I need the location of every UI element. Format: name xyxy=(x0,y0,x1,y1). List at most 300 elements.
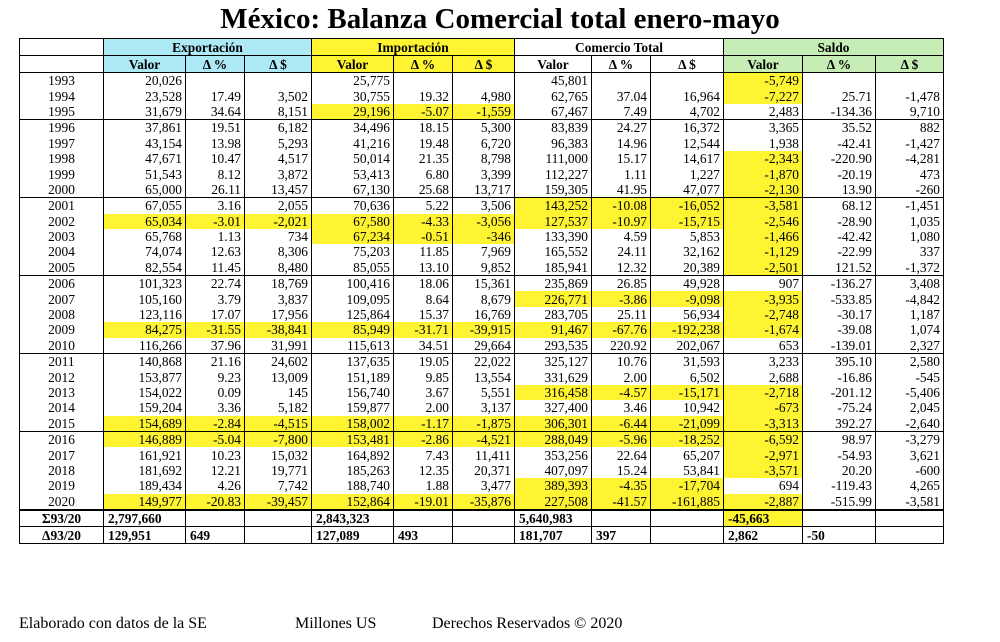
cell-import-value: 41,216 xyxy=(312,136,394,151)
cell-export-delta: 17,956 xyxy=(245,307,312,322)
year-cell: 2006 xyxy=(20,276,104,292)
cell-import-delta: 5,551 xyxy=(453,385,515,400)
cell-export-pct: 3.36 xyxy=(186,400,245,415)
cell-total-pct: 15.24 xyxy=(592,463,651,478)
summary-import-value: 2,843,323 xyxy=(312,510,394,527)
summary-export-value: 2,797,660 xyxy=(104,510,186,527)
cell-import-value: 67,234 xyxy=(312,229,394,244)
column-header-balance-pct: Δ % xyxy=(803,56,876,73)
cell-balance-value: -1,674 xyxy=(724,322,803,337)
cell-export-value: 189,434 xyxy=(104,478,186,493)
cell-balance-pct: -22.99 xyxy=(803,244,876,259)
cell-import-value: 158,002 xyxy=(312,416,394,432)
table-row xyxy=(20,385,944,400)
cell-export-value: 154,689 xyxy=(104,416,186,432)
cell-total-pct: -41.57 xyxy=(592,494,651,510)
cell-export-value: 23,528 xyxy=(104,88,186,103)
cell-total-delta: -192,238 xyxy=(651,322,724,337)
cell-import-delta: -4,521 xyxy=(453,431,515,447)
cell-balance-value: -2,546 xyxy=(724,214,803,229)
cell-balance-value: 2,688 xyxy=(724,369,803,384)
cell-balance-value: -2,971 xyxy=(724,447,803,462)
cell-export-delta: 145 xyxy=(245,385,312,400)
cell-total-value: 389,393 xyxy=(515,478,592,493)
cell-balance-delta: 1,187 xyxy=(876,307,944,322)
cell-export-value: 123,116 xyxy=(104,307,186,322)
cell-balance-delta: 4,265 xyxy=(876,478,944,493)
table-row xyxy=(20,151,944,166)
year-cell: 1997 xyxy=(20,136,104,151)
cell-balance-pct: -75.24 xyxy=(803,400,876,415)
cell-balance-value: -2,887 xyxy=(724,494,803,510)
cell-balance-value: -3,571 xyxy=(724,463,803,478)
group-header-import: Importación xyxy=(312,39,515,56)
cell-total-value: 353,256 xyxy=(515,447,592,462)
summary-label: Δ93/20 xyxy=(20,527,104,543)
cell-balance-pct: -119.43 xyxy=(803,478,876,493)
year-cell: 2018 xyxy=(20,463,104,478)
trade-balance-table xyxy=(19,38,944,544)
cell-total-pct: 3.46 xyxy=(592,400,651,415)
summary-export-delta xyxy=(245,527,312,543)
cell-balance-pct: -28.90 xyxy=(803,214,876,229)
cell-balance-delta: -5,406 xyxy=(876,385,944,400)
group-header-balance: Saldo xyxy=(724,39,944,56)
cell-import-pct: -2.86 xyxy=(394,431,453,447)
cell-balance-delta: 882 xyxy=(876,120,944,136)
cell-balance-value: -7,227 xyxy=(724,88,803,103)
cell-export-value: 31,679 xyxy=(104,104,186,120)
cell-export-delta: 18,769 xyxy=(245,276,312,292)
cell-total-value: 288,049 xyxy=(515,431,592,447)
cell-total-delta: -18,252 xyxy=(651,431,724,447)
cell-balance-pct: -134.36 xyxy=(803,104,876,120)
year-cell: 1996 xyxy=(20,120,104,136)
cell-export-pct: -2.84 xyxy=(186,416,245,432)
cell-export-value: 20,026 xyxy=(104,73,186,89)
cell-import-delta: -1,875 xyxy=(453,416,515,432)
cell-balance-delta: -3,279 xyxy=(876,431,944,447)
cell-balance-pct: -139.01 xyxy=(803,338,876,354)
year-cell: 1999 xyxy=(20,166,104,181)
cell-balance-value: -2,130 xyxy=(724,182,803,198)
cell-import-pct: 11.85 xyxy=(394,244,453,259)
cell-import-pct: -19.01 xyxy=(394,494,453,510)
summary-export-delta xyxy=(245,510,312,527)
cell-total-value: 83,839 xyxy=(515,120,592,136)
cell-balance-value: -2,748 xyxy=(724,307,803,322)
table-row xyxy=(20,307,944,322)
cell-import-value: 164,892 xyxy=(312,447,394,462)
cell-import-value: 75,203 xyxy=(312,244,394,259)
column-header-total-delta: Δ $ xyxy=(651,56,724,73)
cell-total-pct: 1.11 xyxy=(592,166,651,181)
cell-export-value: 37,861 xyxy=(104,120,186,136)
cell-balance-pct: 68.12 xyxy=(803,198,876,214)
cell-import-value: 85,949 xyxy=(312,322,394,337)
year-cell: 2005 xyxy=(20,260,104,276)
summary-balance-pct xyxy=(803,510,876,527)
group-header-row xyxy=(20,39,944,56)
cell-import-value: 85,055 xyxy=(312,260,394,276)
cell-balance-delta: -3,581 xyxy=(876,494,944,510)
cell-balance-delta: 3,621 xyxy=(876,447,944,462)
summary-import-value: 127,089 xyxy=(312,527,394,543)
cell-total-value: 293,535 xyxy=(515,338,592,354)
summary-total-pct xyxy=(592,510,651,527)
cell-total-value: 226,771 xyxy=(515,291,592,306)
cell-total-delta: -161,885 xyxy=(651,494,724,510)
cell-import-value: 50,014 xyxy=(312,151,394,166)
cell-total-pct: -10.08 xyxy=(592,198,651,214)
cell-total-delta: 6,502 xyxy=(651,369,724,384)
cell-import-pct: 8.64 xyxy=(394,291,453,306)
cell-balance-value: 3,365 xyxy=(724,120,803,136)
cell-import-pct: 7.43 xyxy=(394,447,453,462)
cell-balance-delta: 2,045 xyxy=(876,400,944,415)
cell-export-pct: 34.64 xyxy=(186,104,245,120)
cell-total-value: 111,000 xyxy=(515,151,592,166)
cell-total-pct: -4.57 xyxy=(592,385,651,400)
cell-import-value: 188,740 xyxy=(312,478,394,493)
cell-import-delta: 3,477 xyxy=(453,478,515,493)
summary-import-delta xyxy=(453,510,515,527)
table-row xyxy=(20,166,944,181)
cell-total-value: 235,869 xyxy=(515,276,592,292)
summary-export-pct: 649 xyxy=(186,527,245,543)
cell-export-delta: 15,032 xyxy=(245,447,312,462)
cell-total-pct: 15.17 xyxy=(592,151,651,166)
cell-export-pct: 11.45 xyxy=(186,260,245,276)
table-row xyxy=(20,338,944,354)
source-note: Elaborado con datos de la SE xyxy=(19,615,207,632)
table-row xyxy=(20,276,944,292)
column-header-row xyxy=(20,56,944,73)
cell-total-value: 67,467 xyxy=(515,104,592,120)
rights-note: Derechos Reservados © 2020 xyxy=(432,615,623,632)
cell-export-delta: -38,841 xyxy=(245,322,312,337)
cell-export-delta: 24,602 xyxy=(245,354,312,370)
cell-import-delta: 13,717 xyxy=(453,182,515,198)
table-row xyxy=(20,463,944,478)
table-row xyxy=(20,416,944,432)
cell-total-value: 112,227 xyxy=(515,166,592,181)
cell-total-value: 407,097 xyxy=(515,463,592,478)
cell-balance-pct: 121.52 xyxy=(803,260,876,276)
cell-total-pct: 25.11 xyxy=(592,307,651,322)
cell-export-delta: 13,457 xyxy=(245,182,312,198)
cell-import-delta: 3,137 xyxy=(453,400,515,415)
summary-balance-value: -45,663 xyxy=(724,510,803,527)
cell-balance-delta: -600 xyxy=(876,463,944,478)
summary-balance-delta xyxy=(876,510,944,527)
page-title: México: Balanza Comercial total enero-mayo xyxy=(220,3,780,35)
cell-balance-delta: 9,710 xyxy=(876,104,944,120)
cell-import-pct: 9.85 xyxy=(394,369,453,384)
cell-total-delta: 32,162 xyxy=(651,244,724,259)
table-row xyxy=(20,120,944,136)
cell-export-delta: 5,293 xyxy=(245,136,312,151)
cell-total-pct: 2.00 xyxy=(592,369,651,384)
cell-import-value: 151,189 xyxy=(312,369,394,384)
cell-export-pct: 9.23 xyxy=(186,369,245,384)
cell-import-value: 156,740 xyxy=(312,385,394,400)
cell-balance-pct: 35.52 xyxy=(803,120,876,136)
cell-balance-value: -6,592 xyxy=(724,431,803,447)
cell-export-pct: -31.55 xyxy=(186,322,245,337)
cell-balance-value: -3,313 xyxy=(724,416,803,432)
cell-import-value: 137,635 xyxy=(312,354,394,370)
table-row xyxy=(20,73,944,89)
cell-balance-value: -2,718 xyxy=(724,385,803,400)
cell-balance-delta: -1,451 xyxy=(876,198,944,214)
cell-total-value: 331,629 xyxy=(515,369,592,384)
cell-balance-delta: 1,080 xyxy=(876,229,944,244)
cell-export-value: 146,889 xyxy=(104,431,186,447)
cell-balance-value: 2,483 xyxy=(724,104,803,120)
table-row xyxy=(20,369,944,384)
cell-total-pct: 26.85 xyxy=(592,276,651,292)
cell-import-pct: -5.07 xyxy=(394,104,453,120)
cell-export-value: 47,671 xyxy=(104,151,186,166)
cell-total-value: 325,127 xyxy=(515,354,592,370)
cell-import-delta: 9,852 xyxy=(453,260,515,276)
cell-export-pct: 12.63 xyxy=(186,244,245,259)
cell-total-pct: 41.95 xyxy=(592,182,651,198)
cell-import-pct: 6.80 xyxy=(394,166,453,181)
year-cell: 2008 xyxy=(20,307,104,322)
cell-import-delta: -3,056 xyxy=(453,214,515,229)
cell-export-delta: 3,502 xyxy=(245,88,312,103)
cell-import-value: 159,877 xyxy=(312,400,394,415)
year-cell: 2020 xyxy=(20,494,104,510)
cell-balance-pct: -16.86 xyxy=(803,369,876,384)
cell-import-pct: 25.68 xyxy=(394,182,453,198)
cell-balance-pct: 25.71 xyxy=(803,88,876,103)
cell-export-delta: 7,742 xyxy=(245,478,312,493)
year-cell: 2019 xyxy=(20,478,104,493)
cell-export-value: 43,154 xyxy=(104,136,186,151)
cell-balance-pct: 392.27 xyxy=(803,416,876,432)
table-row xyxy=(20,447,944,462)
cell-export-value: 101,323 xyxy=(104,276,186,292)
year-cell: 2012 xyxy=(20,369,104,384)
cell-total-pct: 7.49 xyxy=(592,104,651,120)
cell-total-delta: 4,702 xyxy=(651,104,724,120)
cell-export-value: 67,055 xyxy=(104,198,186,214)
cell-balance-delta: -1,372 xyxy=(876,260,944,276)
cell-export-delta: 5,182 xyxy=(245,400,312,415)
cell-balance-delta: -1,478 xyxy=(876,88,944,103)
cell-export-pct: 1.13 xyxy=(186,229,245,244)
cell-import-delta: 7,969 xyxy=(453,244,515,259)
cell-total-pct: -10.97 xyxy=(592,214,651,229)
cell-total-value: 96,383 xyxy=(515,136,592,151)
cell-import-value: 25,775 xyxy=(312,73,394,89)
table-row xyxy=(20,198,944,214)
cell-import-pct: -4.33 xyxy=(394,214,453,229)
cell-total-delta: 47,077 xyxy=(651,182,724,198)
summary-label: Σ93/20 xyxy=(20,510,104,527)
cell-export-delta: -2,021 xyxy=(245,214,312,229)
cell-balance-delta: -545 xyxy=(876,369,944,384)
cell-export-value: 116,266 xyxy=(104,338,186,354)
cell-export-value: 181,692 xyxy=(104,463,186,478)
cell-balance-pct: 13.90 xyxy=(803,182,876,198)
cell-balance-value: -2,501 xyxy=(724,260,803,276)
cell-export-delta: 3,872 xyxy=(245,166,312,181)
year-cell: 1995 xyxy=(20,104,104,120)
table-row xyxy=(20,494,944,510)
cell-export-pct: 0.09 xyxy=(186,385,245,400)
cell-import-pct: 13.10 xyxy=(394,260,453,276)
cell-import-delta: -346 xyxy=(453,229,515,244)
summary-total-delta xyxy=(651,527,724,543)
summary-export-pct xyxy=(186,510,245,527)
cell-export-pct: 17.49 xyxy=(186,88,245,103)
summary-total-value: 181,707 xyxy=(515,527,592,543)
summary-row xyxy=(20,510,944,527)
cell-balance-pct: -39.08 xyxy=(803,322,876,337)
cell-balance-pct: -42.42 xyxy=(803,229,876,244)
cell-export-pct: 12.21 xyxy=(186,463,245,478)
cell-total-value: 327,400 xyxy=(515,400,592,415)
cell-balance-delta: 337 xyxy=(876,244,944,259)
cell-export-value: 140,868 xyxy=(104,354,186,370)
summary-export-value: 129,951 xyxy=(104,527,186,543)
cell-balance-delta: 1,074 xyxy=(876,322,944,337)
column-header-balance-value: Valor xyxy=(724,56,803,73)
cell-total-delta: 16,964 xyxy=(651,88,724,103)
cell-import-delta: 3,399 xyxy=(453,166,515,181)
cell-balance-delta: 1,035 xyxy=(876,214,944,229)
column-header-import-pct: Δ % xyxy=(394,56,453,73)
year-cell: 2017 xyxy=(20,447,104,462)
cell-export-value: 84,275 xyxy=(104,322,186,337)
cell-balance-value: -3,581 xyxy=(724,198,803,214)
table-row xyxy=(20,260,944,276)
cell-export-value: 51,543 xyxy=(104,166,186,181)
summary-balance-pct: -50 xyxy=(803,527,876,543)
cell-total-delta: 5,853 xyxy=(651,229,724,244)
table-row xyxy=(20,322,944,337)
cell-total-value: 62,765 xyxy=(515,88,592,103)
cell-total-delta: -21,099 xyxy=(651,416,724,432)
cell-import-delta: 11,411 xyxy=(453,447,515,462)
year-cell: 2003 xyxy=(20,229,104,244)
cell-import-pct: -1.17 xyxy=(394,416,453,432)
cell-export-pct: 17.07 xyxy=(186,307,245,322)
year-cell: 2001 xyxy=(20,198,104,214)
cell-total-pct: -4.35 xyxy=(592,478,651,493)
cell-export-delta: 13,009 xyxy=(245,369,312,384)
corner-cell xyxy=(20,39,104,56)
cell-total-value: 133,390 xyxy=(515,229,592,244)
cell-import-value: 34,496 xyxy=(312,120,394,136)
cell-export-pct: 22.74 xyxy=(186,276,245,292)
cell-export-value: 159,204 xyxy=(104,400,186,415)
cell-total-pct: 22.64 xyxy=(592,447,651,462)
cell-import-delta: 13,554 xyxy=(453,369,515,384)
cell-total-delta: 12,544 xyxy=(651,136,724,151)
cell-balance-value: -1,870 xyxy=(724,166,803,181)
cell-import-pct: 12.35 xyxy=(394,463,453,478)
table-row xyxy=(20,244,944,259)
cell-export-value: 161,921 xyxy=(104,447,186,462)
cell-import-pct: 5.22 xyxy=(394,198,453,214)
cell-balance-pct: 98.97 xyxy=(803,431,876,447)
cell-import-delta: 20,371 xyxy=(453,463,515,478)
cell-balance-pct: -30.17 xyxy=(803,307,876,322)
cell-export-delta: 31,991 xyxy=(245,338,312,354)
year-cell: 2007 xyxy=(20,291,104,306)
year-cell: 2010 xyxy=(20,338,104,354)
cell-balance-pct: -136.27 xyxy=(803,276,876,292)
year-cell: 2000 xyxy=(20,182,104,198)
cell-import-pct xyxy=(394,73,453,89)
cell-import-pct: 19.32 xyxy=(394,88,453,103)
table-row xyxy=(20,431,944,447)
cell-total-delta: 202,067 xyxy=(651,338,724,354)
cell-total-pct: 220.92 xyxy=(592,338,651,354)
cell-export-value: 65,768 xyxy=(104,229,186,244)
cell-balance-delta: 473 xyxy=(876,166,944,181)
cell-import-pct: 21.35 xyxy=(394,151,453,166)
cell-export-value: 154,022 xyxy=(104,385,186,400)
group-header-export: Exportación xyxy=(104,39,312,56)
year-cell: 2009 xyxy=(20,322,104,337)
cell-export-delta: 3,837 xyxy=(245,291,312,306)
cell-balance-pct: -201.12 xyxy=(803,385,876,400)
cell-total-value: 45,801 xyxy=(515,73,592,89)
cell-total-value: 306,301 xyxy=(515,416,592,432)
cell-import-pct: 19.05 xyxy=(394,354,453,370)
cell-export-pct: 21.16 xyxy=(186,354,245,370)
cell-export-pct xyxy=(186,73,245,89)
column-header-import-delta: Δ $ xyxy=(453,56,515,73)
year-cell: 2015 xyxy=(20,416,104,432)
cell-export-pct: -5.04 xyxy=(186,431,245,447)
cell-total-delta: -15,171 xyxy=(651,385,724,400)
cell-total-pct: 10.76 xyxy=(592,354,651,370)
cell-balance-value: -1,466 xyxy=(724,229,803,244)
cell-balance-pct: -54.93 xyxy=(803,447,876,462)
table-row xyxy=(20,104,944,120)
column-header-import-value: Valor xyxy=(312,56,394,73)
year-cell: 1993 xyxy=(20,73,104,89)
table-row xyxy=(20,136,944,151)
cell-import-pct: -31.71 xyxy=(394,322,453,337)
cell-balance-pct: 395.10 xyxy=(803,354,876,370)
cell-balance-value: 1,938 xyxy=(724,136,803,151)
cell-export-pct: 26.11 xyxy=(186,182,245,198)
cell-balance-delta: 2,580 xyxy=(876,354,944,370)
cell-total-value: 185,941 xyxy=(515,260,592,276)
cell-export-delta: -4,515 xyxy=(245,416,312,432)
cell-import-pct: 3.67 xyxy=(394,385,453,400)
cell-export-pct: 10.23 xyxy=(186,447,245,462)
summary-total-pct: 397 xyxy=(592,527,651,543)
cell-total-pct: 12.32 xyxy=(592,260,651,276)
cell-export-value: 82,554 xyxy=(104,260,186,276)
cell-import-delta: 29,664 xyxy=(453,338,515,354)
cell-total-delta: -15,715 xyxy=(651,214,724,229)
cell-total-pct: 24.11 xyxy=(592,244,651,259)
cell-export-pct: 4.26 xyxy=(186,478,245,493)
cell-import-pct: -0.51 xyxy=(394,229,453,244)
cell-export-pct: 19.51 xyxy=(186,120,245,136)
cell-export-delta: -39,457 xyxy=(245,494,312,510)
